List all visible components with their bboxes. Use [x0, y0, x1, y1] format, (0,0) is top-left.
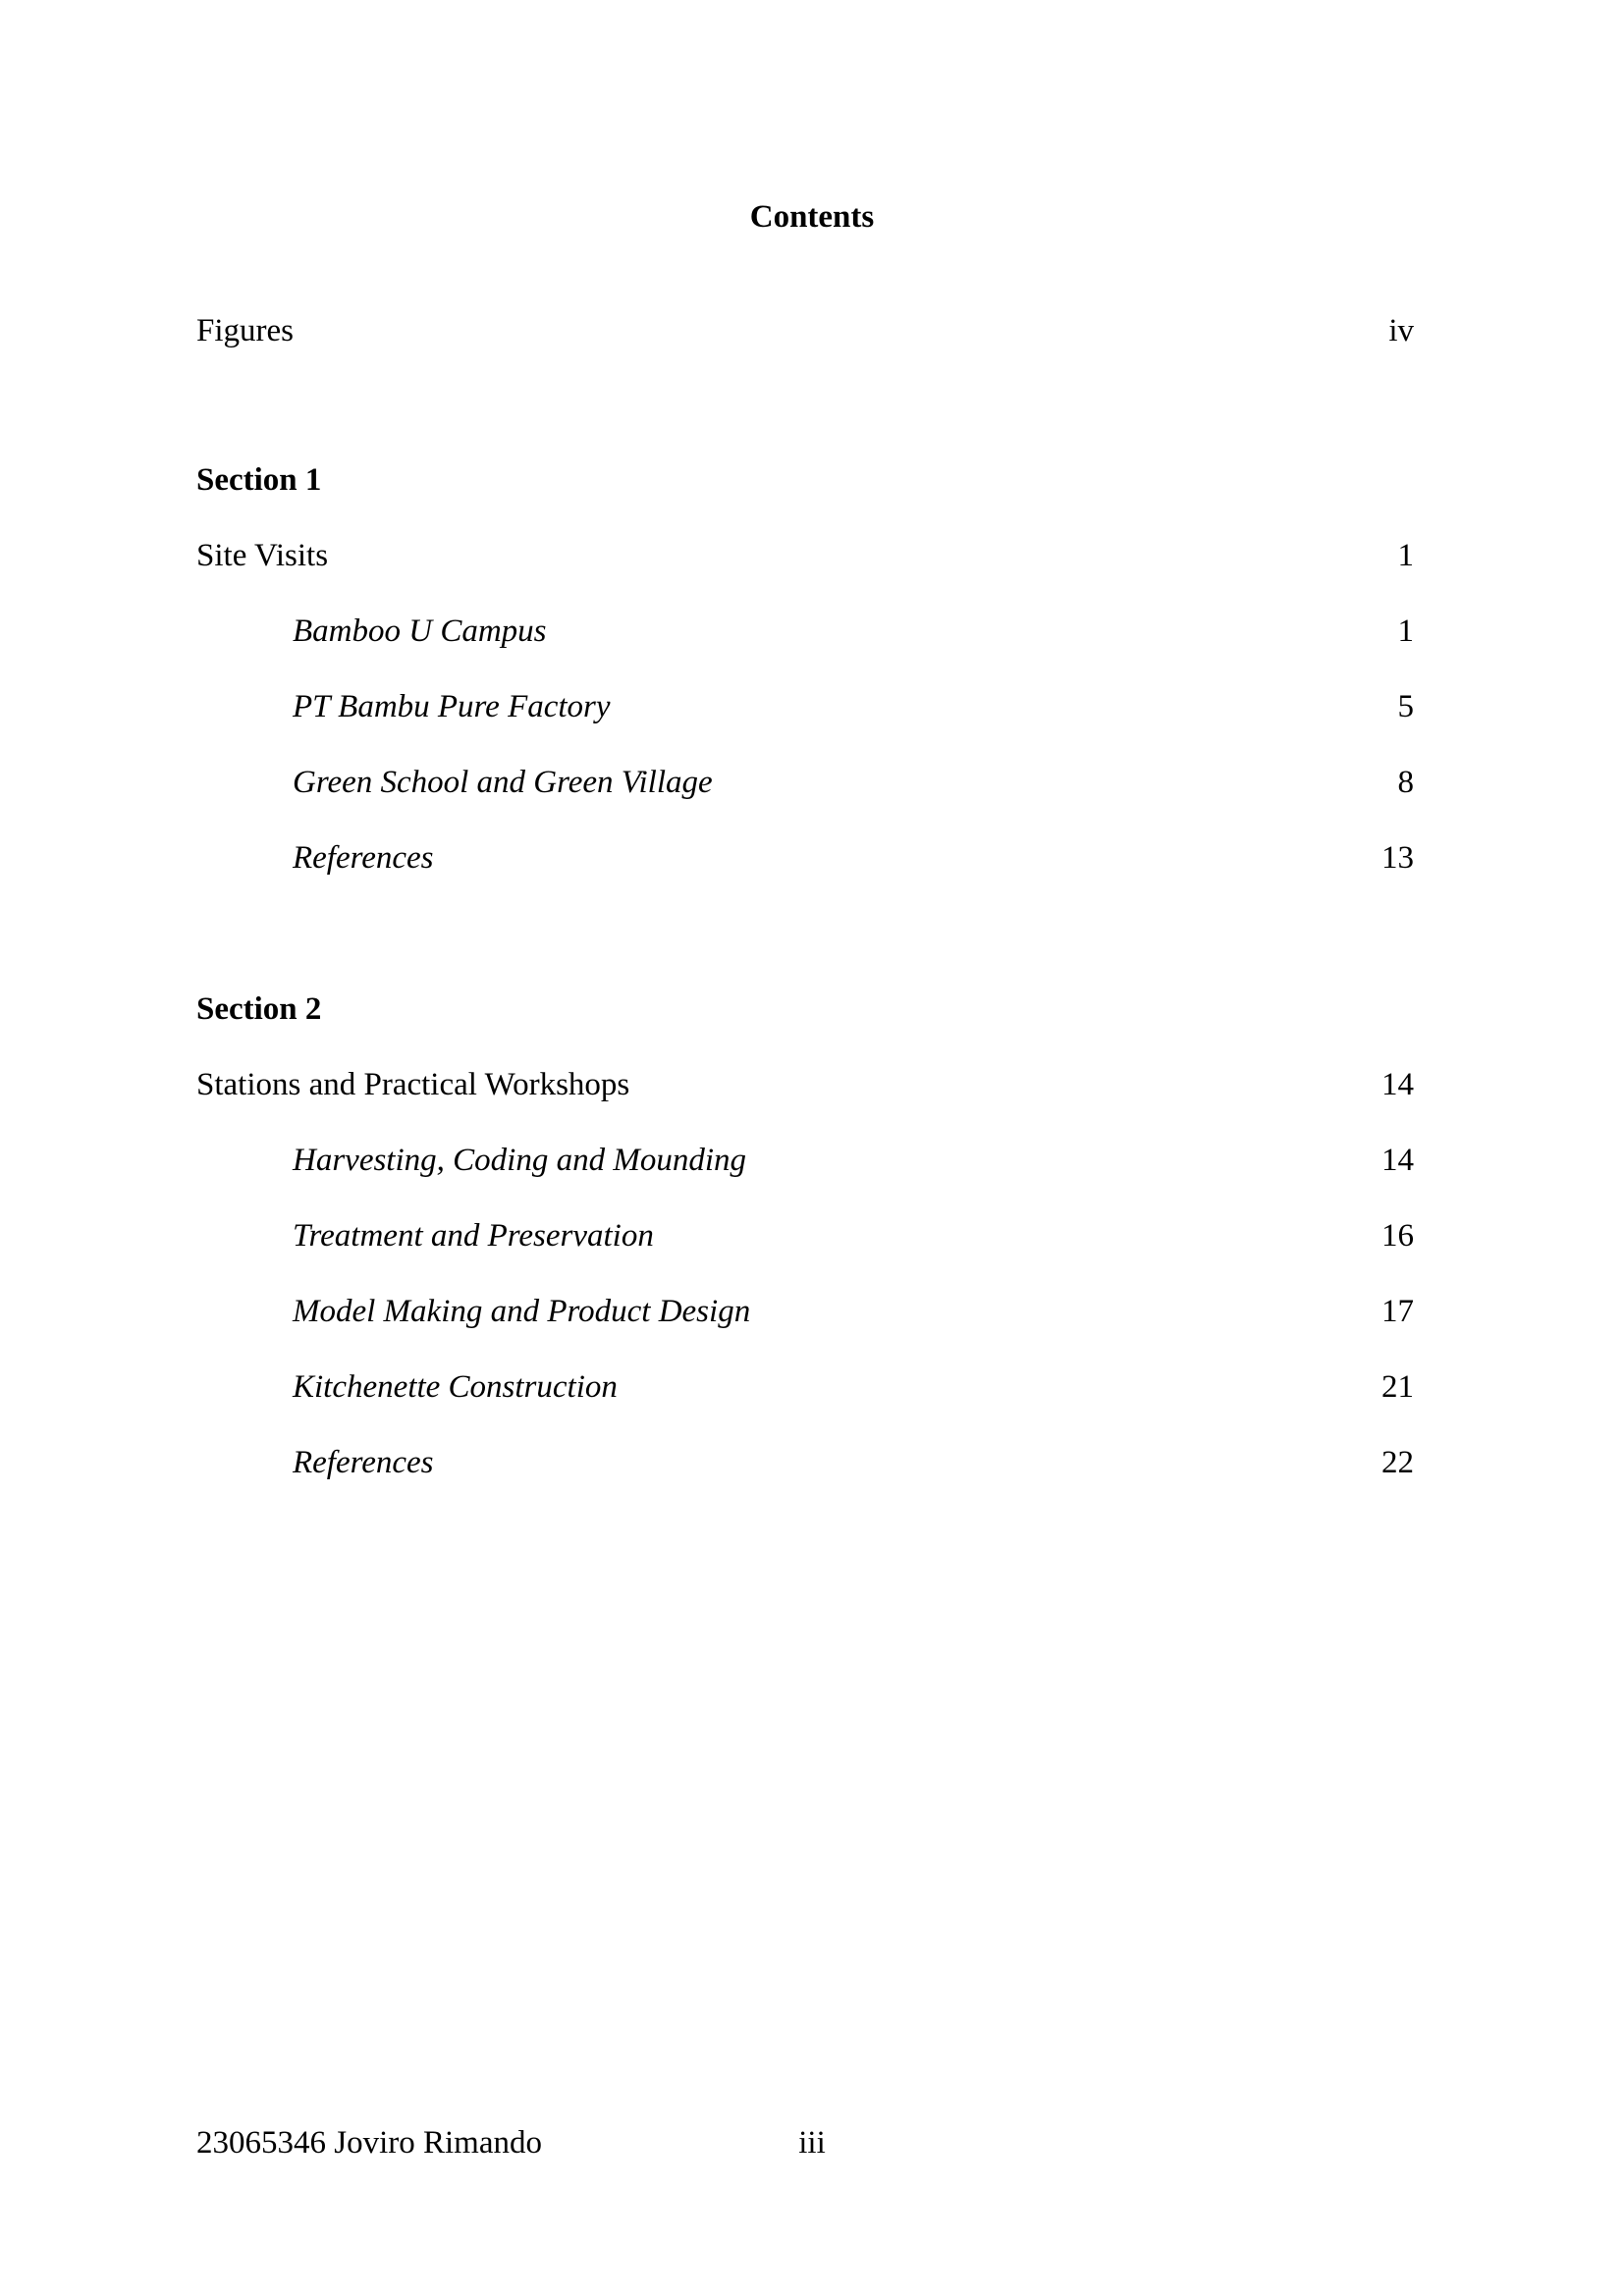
toc-entry-page: 14 [1381, 1143, 1414, 1178]
toc-entry-page: 17 [1381, 1294, 1414, 1329]
footer-page-number: iii [798, 2125, 826, 2161]
toc-entry-page: 1 [1397, 538, 1414, 573]
toc-entry-label: Site Visits [196, 538, 329, 573]
toc-entry-label: Stations and Practical Workshops [196, 1067, 630, 1102]
toc-subentry-treatment[interactable] [196, 1213, 1414, 1258]
toc-subentry-kitchenette[interactable] [196, 1364, 1414, 1410]
toc-subentry-references-1[interactable] [196, 835, 1414, 881]
toc-entry-label: Harvesting, Coding and Mounding [293, 1143, 746, 1178]
toc-entry-label: Kitchenette Construction [293, 1369, 618, 1405]
toc-entry-label: Figures [196, 313, 294, 348]
toc-subentry-bamboo-u-campus[interactable] [196, 609, 1414, 654]
toc-subentry-green-school[interactable] [196, 760, 1414, 805]
toc-entry-page: 14 [1381, 1067, 1414, 1102]
toc-subentry-harvesting[interactable] [196, 1138, 1414, 1183]
toc-entry-site-visits[interactable] [196, 533, 1414, 578]
toc-entry-page: 22 [1381, 1445, 1414, 1480]
section-heading-1: Section 1 [196, 462, 322, 498]
toc-entry-label: References [293, 1445, 434, 1480]
toc-entry-page: 13 [1381, 840, 1414, 876]
toc-entry-figures[interactable] [196, 308, 1414, 353]
toc-subentry-model-making[interactable] [196, 1289, 1414, 1334]
toc-entry-label: Green School and Green Village [293, 765, 713, 800]
toc-entry-label: Bamboo U Campus [293, 614, 547, 649]
page-title: Contents [749, 199, 875, 235]
toc-entry-page: 8 [1397, 765, 1414, 800]
toc-entry-page: 21 [1381, 1369, 1414, 1405]
toc-entry-label: Treatment and Preservation [293, 1218, 654, 1254]
toc-subentry-pt-bambu-pure-factory[interactable] [196, 684, 1414, 729]
section-heading-2: Section 2 [196, 991, 322, 1027]
toc-entry-label: PT Bambu Pure Factory [293, 689, 611, 724]
toc-entry-label: References [293, 840, 434, 876]
toc-entry-label: Model Making and Product Design [293, 1294, 751, 1329]
toc-entry-page: 16 [1381, 1218, 1414, 1254]
toc-entry-page: 5 [1397, 689, 1414, 724]
toc-entry-page: iv [1388, 313, 1414, 348]
toc-entry-stations-workshops[interactable] [196, 1062, 1414, 1107]
footer-author: 23065346 Joviro Rimando [196, 2125, 542, 2161]
toc-entry-page: 1 [1397, 614, 1414, 649]
toc-subentry-references-2[interactable] [196, 1440, 1414, 1485]
